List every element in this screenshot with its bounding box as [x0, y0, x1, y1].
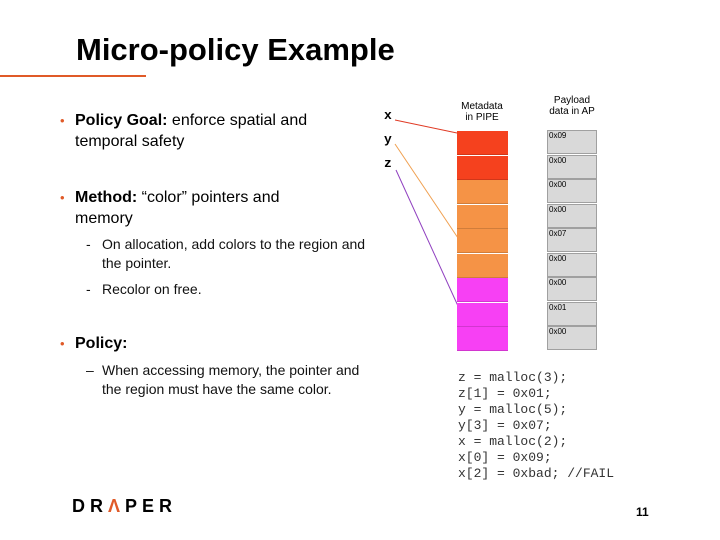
- metadata-header: Metadata in PIPE: [461, 101, 503, 123]
- code-line: y = malloc(5);: [458, 402, 568, 417]
- metadata-cell: [457, 205, 508, 229]
- arrow-z: [396, 170, 458, 306]
- payload-cell: 0x00: [547, 155, 597, 179]
- payload-cell: 0x00: [547, 204, 597, 228]
- metadata-cell: [457, 131, 508, 155]
- bullet-bold: Policy:: [75, 335, 128, 352]
- bullet-text: “color” pointers and memory: [75, 189, 280, 227]
- metadata-cell: [457, 156, 508, 180]
- code-line: x[0] = 0x09;: [458, 450, 552, 465]
- payload-cell: 0x09: [547, 130, 597, 154]
- payload-cell: 0x00: [547, 253, 597, 277]
- sub-text: On allocation, add colors to the region and the pointer.: [102, 236, 366, 271]
- metadata-cell: [457, 229, 508, 253]
- code-line: z = malloc(3);: [458, 370, 568, 385]
- code-listing: [458, 370, 614, 482]
- bullet-text: enforce spatial and temporal safety: [75, 112, 308, 150]
- bullet-bold: Method:: [75, 189, 138, 206]
- slide-title: Micro-policy Example: [76, 32, 395, 67]
- var-y-label: y: [384, 132, 392, 147]
- page-number: 11: [636, 505, 649, 519]
- payload-cell: 0x07: [547, 228, 597, 252]
- metadata-cell: [457, 180, 508, 204]
- bullet-marker: •: [60, 336, 65, 351]
- var-x-label: x: [384, 108, 392, 123]
- code-line: x = malloc(2);: [458, 434, 568, 449]
- var-z-label: z: [384, 156, 392, 171]
- bullet-marker: •: [60, 113, 65, 128]
- arrow-y: [395, 144, 460, 241]
- sub-text: When accessing memory, the pointer and the region must have the same color.: [102, 362, 360, 397]
- code-line: z[1] = 0x01;: [458, 386, 552, 401]
- payload-cell: 0x01: [547, 302, 597, 326]
- code-line: y[3] = 0x07;: [458, 418, 552, 433]
- payload-cell: 0x00: [547, 277, 597, 301]
- draper-logo: DRΛPER: [72, 496, 178, 516]
- metadata-cell: [457, 303, 508, 327]
- sub-marker: -: [86, 236, 91, 252]
- arrow-x: [395, 120, 457, 133]
- metadata-cell: [457, 278, 508, 302]
- metadata-cell: [457, 254, 508, 278]
- payload-cell: 0x00: [547, 326, 597, 350]
- bullet-marker: •: [60, 190, 65, 205]
- sub-marker: –: [86, 362, 94, 378]
- payload-cell: 0x00: [547, 179, 597, 203]
- bullet-bold: Policy Goal:: [75, 112, 168, 129]
- sub-marker: -: [86, 281, 91, 297]
- payload-header: Payload data in AP: [549, 95, 595, 117]
- sub-text: Recolor on free.: [102, 281, 202, 297]
- code-line: x[2] = 0xbad; //FAIL: [458, 466, 615, 481]
- metadata-cell: [457, 327, 508, 351]
